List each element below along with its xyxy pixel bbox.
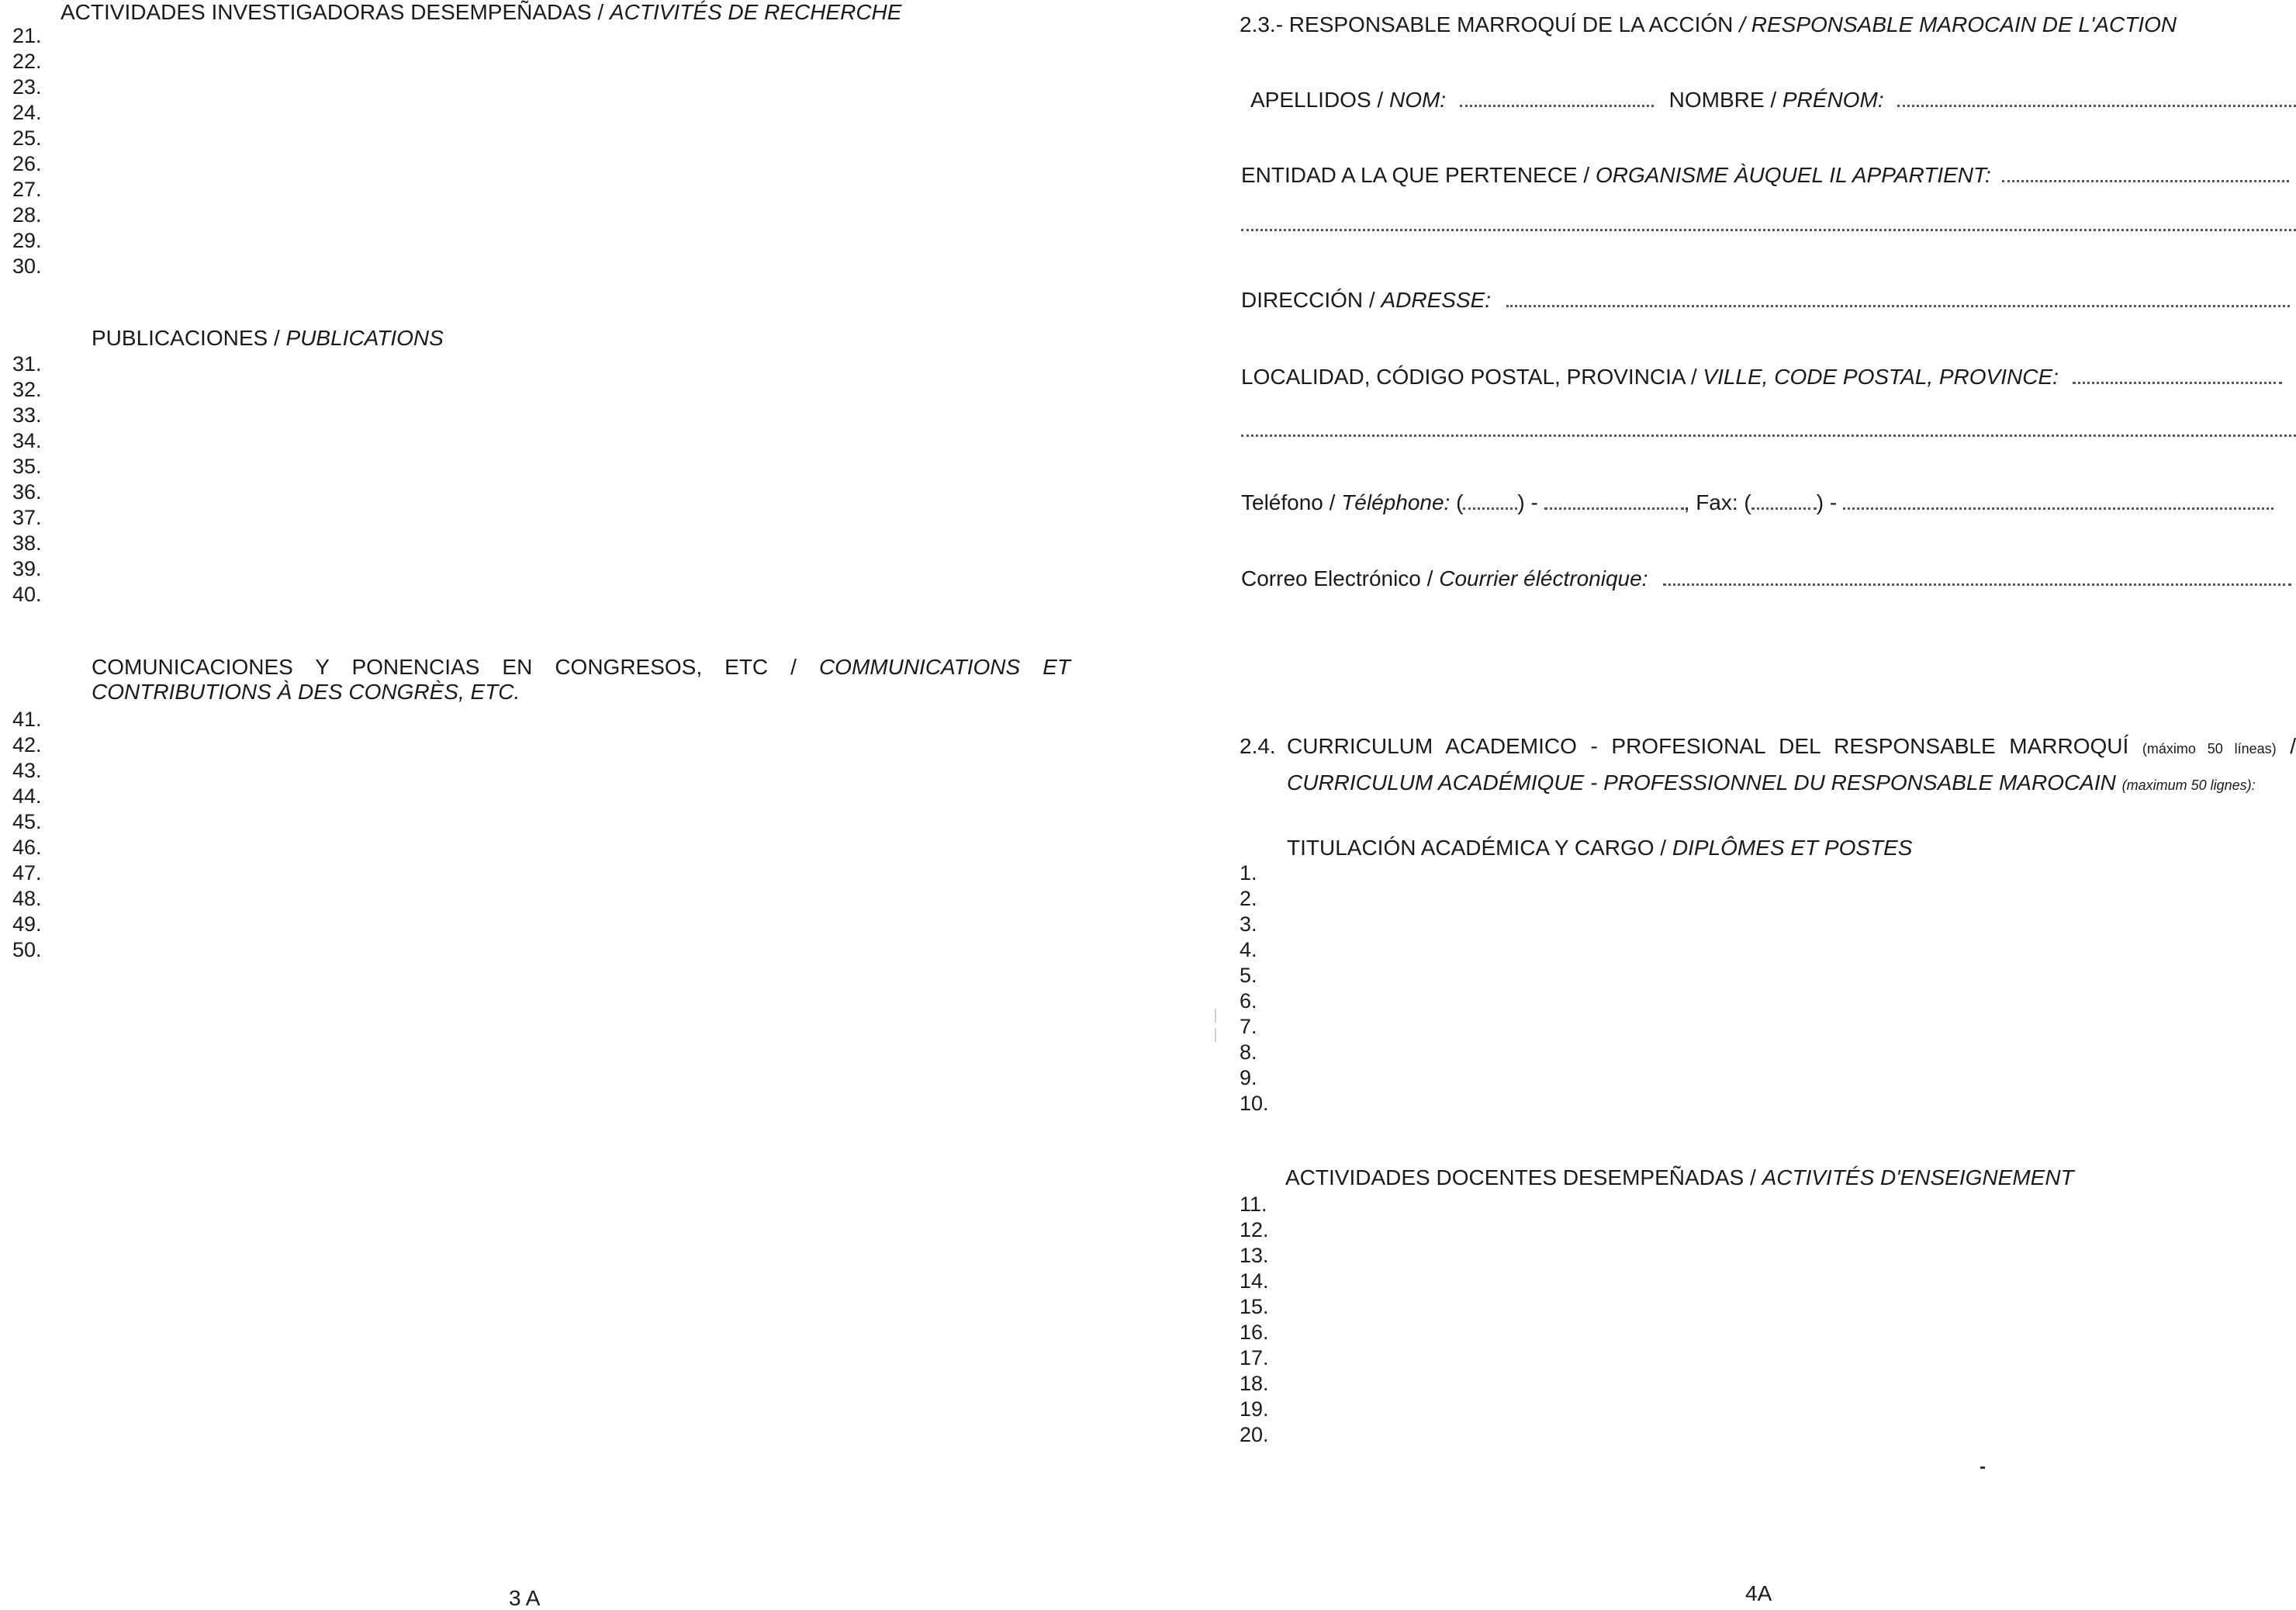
list-number: 16. <box>1240 1321 1269 1344</box>
email-field: Correo Electrónico / Courrier éléctronique: <box>1241 568 2291 590</box>
list-number: 18. <box>1240 1372 1269 1395</box>
list-number: 2. <box>1240 887 1257 910</box>
entity-dotted-line[interactable] <box>2002 168 2289 182</box>
address-dotted-line[interactable] <box>1506 293 2290 307</box>
list-number: 14. <box>1240 1269 1269 1293</box>
section-2-4-line1: CURRICULUM ACADEMICO - PROFESIONAL DEL RESPONSABLE MARROQUÍ (máximo 50 líneas) / <box>1287 734 2296 758</box>
address-field: DIRECCIÓN / ADRESSE: <box>1241 289 2290 311</box>
surname-dotted-line[interactable] <box>1460 93 1654 107</box>
list-number: 6. <box>1240 989 1257 1013</box>
list-number: 41. <box>12 708 42 731</box>
list-number: 8. <box>1240 1040 1257 1064</box>
section-2-4-line2: CURRICULUM ACADÉMIQUE - PROFESSIONNEL DU RESPONSABLE MAROCAIN (maximum 50 lignes): <box>1287 770 2256 795</box>
page-number-right: 4A <box>1745 1581 1772 1605</box>
phone-fax-field: Teléfono / Téléphone: ( ) - , Fax: ( ) - <box>1241 492 2274 514</box>
list-number: 25. <box>12 126 42 150</box>
list-number: 28. <box>12 203 42 227</box>
publications-heading: PUBLICACIONES / PUBLICATIONS <box>92 326 444 350</box>
communications-heading-line2: CONTRIBUTIONS À DES CONGRÈS, ETC. <box>92 680 520 704</box>
list-number: 39. <box>12 557 42 580</box>
locality-dotted-line[interactable] <box>2073 370 2282 384</box>
list-number: 15. <box>1240 1295 1269 1318</box>
list-number: 33. <box>12 403 42 427</box>
list-number: 50. <box>12 938 42 961</box>
list-number: 1. <box>1240 861 1257 885</box>
entity-continuation-dotted-line[interactable] <box>1241 217 2296 231</box>
list-number: 23. <box>12 75 42 99</box>
list-number: 40. <box>12 583 42 606</box>
list-number: 32. <box>12 378 42 401</box>
list-number: 35. <box>12 455 42 478</box>
list-number: 13. <box>1240 1244 1269 1267</box>
scan-mark <box>1215 1028 1216 1042</box>
email-dotted-line[interactable] <box>1663 572 2291 586</box>
locality-continuation-dotted-line[interactable] <box>1241 423 2296 437</box>
list-number: 44. <box>12 784 42 808</box>
list-number: 3. <box>1240 912 1257 936</box>
list-number: 20. <box>1240 1423 1269 1446</box>
phone-prefix-dotted-line[interactable] <box>1463 496 1517 510</box>
surname-name-field: APELLIDOS / NOM: NOMBRE / PRÉNOM: <box>1250 89 2296 111</box>
list-number: 24. <box>12 101 42 124</box>
list-number: 17. <box>1240 1346 1269 1369</box>
list-number: 49. <box>12 912 42 936</box>
teaching-heading: ACTIVIDADES DOCENTES DESEMPEÑADAS / ACTIVITÉS D'ENSEIGNEMENT <box>1285 1165 2074 1189</box>
locality-field: LOCALIDAD, CÓDIGO POSTAL, PROVINCIA / VILLE, CODE POSTAL, PROVINCE: <box>1241 366 2282 388</box>
list-number: 7. <box>1240 1015 1257 1038</box>
list-number: 10. <box>1240 1092 1269 1115</box>
scan-mark <box>1215 1009 1216 1023</box>
list-number: 46. <box>12 836 42 859</box>
section-2-3-heading: 2.3.- RESPONSABLE MARROQUÍ DE LA ACCIÓN / RESPONSABLE MAROCAIN DE L'ACTION <box>1240 12 2177 36</box>
list-number: 31. <box>12 352 42 376</box>
list-number: 21. <box>12 24 42 47</box>
list-number: 26. <box>12 152 42 175</box>
list-number: 19. <box>1240 1397 1269 1421</box>
entity-field: ENTIDAD A LA QUE PERTENECE / ORGANISME ÀUQUEL IL APPARTIENT: <box>1241 164 2289 186</box>
list-number: 36. <box>12 480 42 504</box>
scan-speck <box>1980 1466 1985 1469</box>
list-number: 42. <box>12 733 42 757</box>
list-number: 38. <box>12 531 42 555</box>
list-number: 12. <box>1240 1218 1269 1241</box>
list-number: 9. <box>1240 1066 1257 1089</box>
fax-number-dotted-line[interactable] <box>1843 496 2274 510</box>
list-number: 5. <box>1240 964 1257 987</box>
research-heading: ACTIVIDADES INVESTIGADORAS DESEMPEÑADAS / ACTIVITÉS DE RECHERCHE <box>61 0 902 24</box>
list-number: 48. <box>12 887 42 910</box>
list-number: 27. <box>12 178 42 201</box>
list-number: 22. <box>12 50 42 73</box>
list-number: 11. <box>1240 1193 1267 1216</box>
page-number-left: 3 A <box>509 1586 541 1610</box>
list-number: 45. <box>12 810 42 833</box>
list-number: 37. <box>12 506 42 529</box>
list-number: 34. <box>12 429 42 452</box>
list-number: 43. <box>12 759 42 782</box>
list-number: 47. <box>12 861 42 885</box>
list-number: 4. <box>1240 938 1257 961</box>
section-2-4-number: 2.4. <box>1240 734 1276 758</box>
name-dotted-line[interactable] <box>1897 93 2296 107</box>
communications-heading-line1: COMUNICACIONES Y PONENCIAS EN CONGRESOS, ETC / COMMUNICATIONS ET <box>92 655 1070 679</box>
list-number: 30. <box>12 254 42 278</box>
fax-prefix-dotted-line[interactable] <box>1751 496 1817 510</box>
degrees-heading: TITULACIÓN ACADÉMICA Y CARGO / DIPLÔMES ET POSTES <box>1287 836 1913 860</box>
list-number: 29. <box>12 229 42 252</box>
phone-number-dotted-line[interactable] <box>1544 496 1684 510</box>
